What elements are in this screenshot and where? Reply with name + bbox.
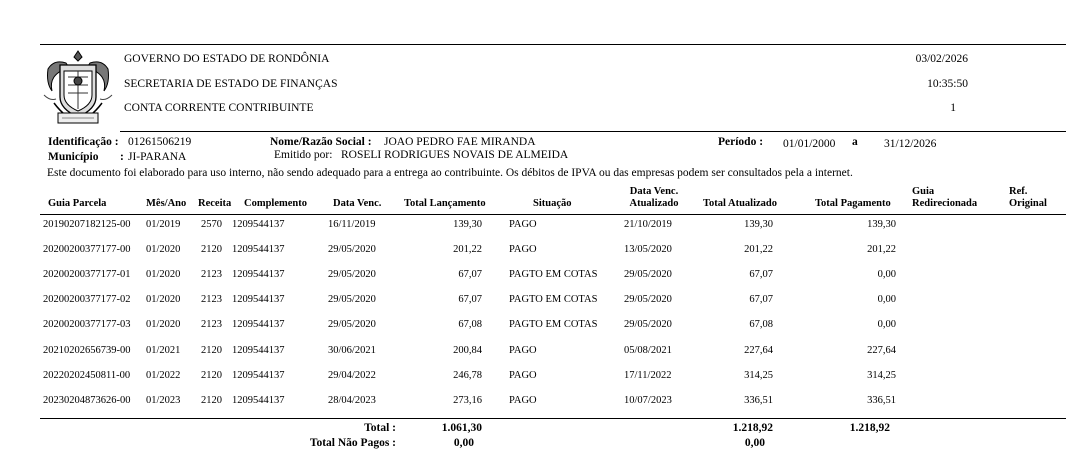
- cell-guia-parcela: 20200200377177-00: [43, 244, 131, 256]
- col-data-venc: Data Venc.: [333, 198, 382, 209]
- total-atualizado: 1.218,92: [732, 422, 773, 434]
- municipio-separator: :: [120, 151, 124, 163]
- cell-receita: 2123: [201, 319, 222, 331]
- cell-total-lancamento: 139,30: [453, 219, 482, 230]
- state-coat-of-arms-icon: [40, 47, 116, 127]
- cell-data-venc: 29/05/2020: [328, 319, 376, 331]
- col-data-venc-atualizado: [618, 186, 690, 210]
- cell-situacao: PAGTO EM COTAS: [509, 269, 598, 281]
- cell-receita: 2120: [201, 344, 222, 356]
- cell-data-venc: 29/04/2022: [328, 369, 376, 381]
- cell-total-lancamento: 201,22: [453, 244, 482, 256]
- cell-complemento: 1209544137: [232, 269, 285, 281]
- col-data-venc-atualizado-line2: Atualizado: [629, 198, 679, 209]
- identification-value: 01261506219: [128, 136, 192, 148]
- header-rule: [120, 131, 1066, 132]
- cell-receita: 2570: [201, 219, 222, 230]
- col-total-atualizado: Total Atualizado: [703, 198, 778, 209]
- municipio-label: Município: [48, 151, 99, 163]
- cell-receita: 2123: [201, 269, 222, 281]
- cell-total-pagamento: 314,25: [867, 369, 896, 381]
- total-label: Total :: [364, 422, 396, 434]
- cell-complemento: 1209544137: [232, 394, 285, 406]
- cell-situacao: PAGO: [509, 369, 537, 381]
- total-lancamento: 1.061,30: [441, 422, 482, 434]
- col-mes-ano: Mês/Ano: [146, 198, 187, 209]
- cell-data-venc-atualizado: 05/08/2021: [624, 344, 672, 356]
- period-to: 31/12/2026: [884, 138, 937, 150]
- cell-receita: 2120: [201, 244, 222, 256]
- cell-receita: 2123: [201, 294, 222, 306]
- col-situacao: Situação: [533, 198, 572, 209]
- cell-data-venc-atualizado: 29/05/2020: [624, 294, 672, 306]
- cell-total-lancamento: 200,84: [453, 344, 482, 356]
- col-receita: Receita: [198, 198, 232, 209]
- emitido-value: ROSELI RODRIGUES NOVAIS DE ALMEIDA: [341, 149, 569, 161]
- cell-mes-ano: 01/2022: [146, 369, 181, 381]
- totals-rule: [40, 418, 1066, 419]
- cell-total-atualizado: 336,51: [744, 394, 773, 406]
- cell-mes-ano: 01/2020: [146, 319, 181, 331]
- cell-total-atualizado: 227,64: [744, 344, 773, 356]
- cell-total-atualizado: 67,07: [749, 294, 773, 306]
- cell-situacao: PAGO: [509, 344, 537, 356]
- cell-data-venc: 30/06/2021: [328, 344, 376, 356]
- cell-data-venc: 28/04/2023: [328, 394, 376, 406]
- cell-data-venc-atualizado: 29/05/2020: [624, 319, 672, 331]
- cell-total-atualizado: 139,30: [744, 219, 773, 230]
- col-guia-redirecionada: [912, 186, 977, 210]
- cell-total-lancamento: 273,16: [453, 394, 482, 406]
- cell-total-pagamento: 201,22: [867, 244, 896, 256]
- total-nao-pagos-lancamento: 0,00: [453, 437, 474, 449]
- cell-total-lancamento: 67,08: [458, 319, 482, 331]
- cell-total-pagamento: 0,00: [877, 294, 896, 306]
- cell-situacao: PAGTO EM COTAS: [509, 294, 598, 306]
- col-guia-redirecionada-line1: Guia: [912, 186, 935, 197]
- internal-use-notice: Este documento foi elaborado para uso interno, não sendo adequado para a entrega ao contribuinte. Os débitos de IPVA ou das empresas podem ser consultados pela a internet.: [47, 167, 853, 179]
- municipio-value: JI-PARANA: [128, 151, 187, 163]
- cell-complemento: 1209544137: [232, 244, 285, 256]
- name-label: Nome/Razão Social :: [270, 136, 372, 148]
- cell-data-venc-atualizado: 21/10/2019: [624, 219, 672, 230]
- cell-guia-parcela: 20190207182125-00: [43, 219, 131, 230]
- total-pagamento: 1.218,92: [849, 422, 890, 434]
- cell-data-venc: 29/05/2020: [328, 269, 376, 281]
- cell-situacao: PAGO: [509, 219, 537, 230]
- cell-guia-parcela: 20200200377177-03: [43, 319, 131, 331]
- col-ref-original-line1: Ref.: [1009, 186, 1028, 197]
- cell-mes-ano: 01/2020: [146, 244, 181, 256]
- cell-situacao: PAGO: [509, 394, 537, 406]
- cell-total-pagamento: 0,00: [877, 269, 896, 281]
- cell-data-venc-atualizado: 13/05/2020: [624, 244, 672, 256]
- cell-complemento: 1209544137: [232, 369, 285, 381]
- period-separator: a: [852, 136, 858, 148]
- cell-total-pagamento: 0,00: [877, 319, 896, 331]
- cell-mes-ano: 01/2023: [146, 394, 181, 406]
- cell-receita: 2120: [201, 369, 222, 381]
- header-secretariat: SECRETARIA DE ESTADO DE FINANÇAS: [124, 78, 338, 90]
- total-nao-pagos-label: Total Não Pagos :: [309, 437, 396, 449]
- col-total-lancamento: Total Lançamento: [404, 198, 486, 209]
- header-government: GOVERNO DO ESTADO DE RONDÔNIA: [124, 53, 330, 65]
- cell-mes-ano: 01/2020: [146, 294, 181, 306]
- top-rule: [40, 44, 1066, 45]
- cell-total-lancamento: 67,07: [458, 269, 482, 281]
- cell-data-venc-atualizado: 17/11/2022: [624, 369, 672, 381]
- cell-situacao: PAGO: [509, 244, 537, 256]
- cell-total-atualizado: 67,08: [749, 319, 773, 331]
- col-total-pagamento: Total Pagamento: [815, 198, 891, 209]
- cell-data-venc: 29/05/2020: [328, 294, 376, 306]
- cell-total-pagamento: 336,51: [867, 394, 896, 406]
- total-nao-pagos-atualizado: 0,00: [744, 437, 765, 449]
- cell-guia-parcela: 20210202656739-00: [43, 344, 131, 356]
- cell-receita: 2120: [201, 394, 222, 406]
- col-guia-parcela: Guia Parcela: [48, 198, 107, 209]
- cell-complemento: 1209544137: [232, 319, 285, 331]
- header-time: 10:35:50: [927, 78, 968, 90]
- cell-data-venc: 29/05/2020: [328, 244, 376, 256]
- col-data-venc-atualizado-line1: Data Venc.: [629, 186, 679, 197]
- cell-complemento: 1209544137: [232, 294, 285, 306]
- period-label: Período :: [718, 136, 764, 148]
- cell-total-lancamento: 67,07: [458, 294, 482, 306]
- cell-complemento: 1209544137: [232, 344, 285, 356]
- col-ref-original-line2: Original: [1009, 198, 1047, 209]
- cell-guia-parcela: 20230204873626-00: [43, 394, 131, 406]
- header-date: 03/02/2026: [915, 53, 968, 65]
- cell-total-atualizado: 314,25: [744, 369, 773, 381]
- cell-data-venc-atualizado: 10/07/2023: [624, 394, 672, 406]
- col-complemento: Complemento: [244, 198, 307, 209]
- cell-mes-ano: 01/2019: [146, 219, 181, 230]
- cell-mes-ano: 01/2020: [146, 269, 181, 281]
- identification-label: Identificação :: [48, 136, 119, 148]
- col-guia-redirecionada-line2: Redirecionada: [912, 198, 978, 209]
- cell-guia-parcela: 20200200377177-01: [43, 269, 131, 281]
- cell-complemento: 1209544137: [232, 219, 285, 230]
- cell-total-atualizado: 67,07: [749, 269, 773, 281]
- header-page-number: 1: [950, 102, 956, 114]
- cell-mes-ano: 01/2021: [146, 344, 181, 356]
- cell-total-lancamento: 246,78: [453, 369, 482, 381]
- cell-total-atualizado: 201,22: [744, 244, 773, 256]
- name-value: JOAO PEDRO FAE MIRANDA: [384, 136, 536, 148]
- cell-situacao: PAGTO EM COTAS: [509, 319, 598, 331]
- cell-data-venc-atualizado: 29/05/2020: [624, 269, 672, 281]
- col-ref-original: [1009, 186, 1047, 210]
- period-from: 01/01/2000: [783, 138, 836, 150]
- table-header-rule: [40, 214, 1066, 215]
- emitido-label: Emitido por:: [274, 149, 333, 161]
- cell-guia-parcela: 20220202450811-00: [43, 369, 131, 381]
- cell-total-pagamento: 139,30: [867, 219, 896, 230]
- cell-total-pagamento: 227,64: [867, 344, 896, 356]
- cell-data-venc: 16/11/2019: [328, 219, 376, 230]
- header-report-title: CONTA CORRENTE CONTRIBUINTE: [124, 102, 314, 114]
- cell-guia-parcela: 20200200377177-02: [43, 294, 131, 306]
